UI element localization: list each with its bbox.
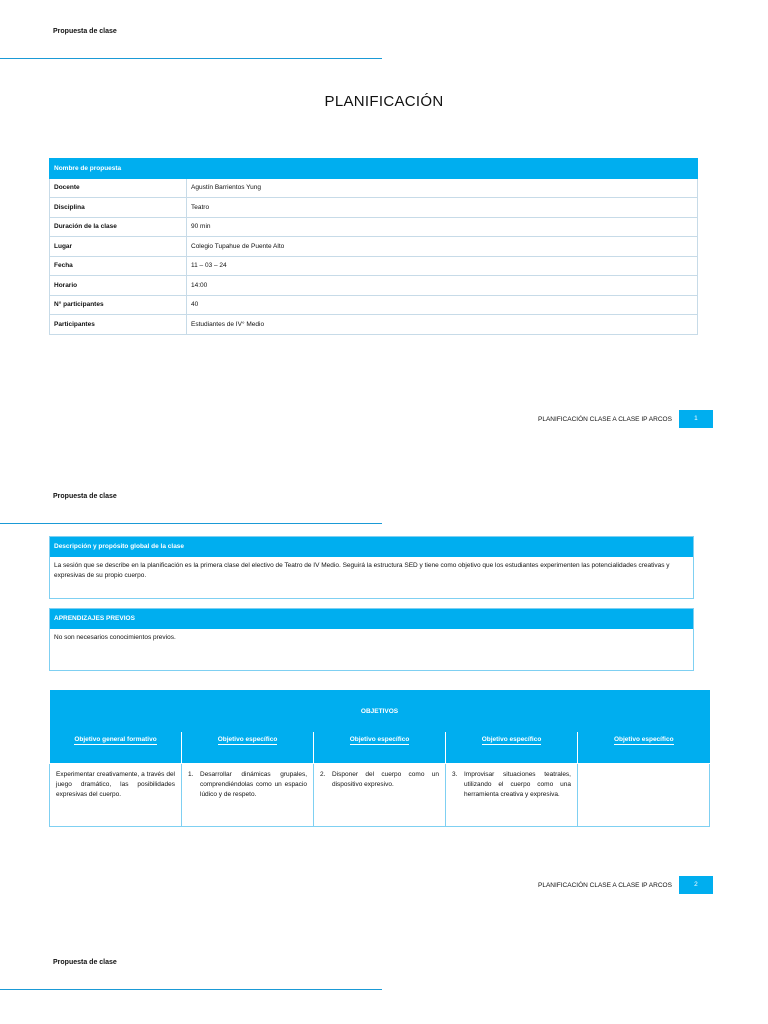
- specific-objective-empty: [578, 764, 710, 827]
- footer-label: PLANIFICACIÓN CLASE A CLASE IP ARCOS: [538, 415, 672, 423]
- column-label: Objetivo específico: [613, 736, 674, 743]
- objectives-columns-row: [50, 732, 710, 764]
- prior-learning-heading: APRENDIZAJES PREVIOS: [50, 609, 693, 629]
- column-header: [446, 732, 578, 764]
- table-row: [50, 217, 698, 237]
- list-number: 3.: [452, 771, 458, 778]
- objectives-body-row: [50, 764, 710, 827]
- column-header: [182, 732, 314, 764]
- info-value: Agustín Barrientos Yung: [187, 178, 698, 198]
- page-number: 1: [679, 410, 713, 428]
- table-row: [50, 295, 698, 315]
- column-header: [314, 732, 446, 764]
- page-footer: [538, 410, 713, 428]
- page-footer: [538, 876, 713, 894]
- info-value: Estudiantes de IV° Medio: [187, 315, 698, 335]
- column-label: Objetivo general formativo: [74, 736, 157, 743]
- header-rule: [0, 989, 382, 990]
- list-text: Improvisar situaciones teatrales, utilizando el cuerpo como una herramienta creativa y expresiva.: [464, 771, 571, 798]
- list-number: 2.: [320, 771, 326, 778]
- column-label: Objetivo específico: [217, 736, 278, 743]
- table-row: [50, 315, 698, 335]
- specific-objective: [446, 764, 578, 827]
- info-key: Participantes: [50, 315, 187, 335]
- info-table-header-row: [50, 159, 698, 179]
- page-header: Propuesta de clase: [53, 28, 117, 35]
- info-key: Fecha: [50, 256, 187, 276]
- header-rule: [0, 523, 382, 524]
- info-value: 11 – 03 – 24: [187, 256, 698, 276]
- page-header: Propuesta de clase: [53, 959, 117, 966]
- list-number: 1.: [188, 771, 194, 778]
- info-value: Colegio Tupahue de Puente Alto: [187, 237, 698, 257]
- table-row: [50, 198, 698, 218]
- table-row: [50, 178, 698, 198]
- info-key: Horario: [50, 276, 187, 296]
- page-title: PLANIFICACIÓN: [324, 93, 444, 110]
- description-box: [49, 536, 694, 599]
- table-row: [50, 276, 698, 296]
- header-rule: [0, 58, 382, 59]
- info-table: [49, 158, 698, 335]
- specific-objective: [182, 764, 314, 827]
- specific-objective: [314, 764, 446, 827]
- info-key: Lugar: [50, 237, 187, 257]
- page-number: 2: [679, 876, 713, 894]
- info-key: Disciplina: [50, 198, 187, 218]
- column-label: Objetivo específico: [481, 736, 542, 743]
- info-header-key: Nombre de propuesta: [50, 159, 187, 179]
- info-key: Docente: [50, 178, 187, 198]
- objectives-table: [49, 690, 710, 827]
- info-value: Teatro: [187, 198, 698, 218]
- info-header-value: [187, 159, 698, 179]
- info-key: N° participantes: [50, 295, 187, 315]
- table-row: [50, 256, 698, 276]
- description-text: La sesión que se describe en la planificación es la primera clase del electivo de Teatro de IV Medio. Seguirá la estructura SED y tiene como objetivo que los estudiantes experimenten las potencialidades creativas y expresivas de su propio cuerpo.: [54, 562, 670, 579]
- list-text: Desarrollar dinámicas grupales, comprendiéndolas como un espacio lúdico y de respeto.: [200, 771, 307, 798]
- column-header: [50, 732, 182, 764]
- info-key: Duración de la clase: [50, 217, 187, 237]
- objectives-heading: OBJETIVOS: [50, 690, 710, 732]
- table-row: [50, 237, 698, 257]
- info-value: 90 min: [187, 217, 698, 237]
- page-header: Propuesta de clase: [53, 493, 117, 500]
- info-value: 40: [187, 295, 698, 315]
- list-text: Disponer del cuerpo como un dispositivo expresivo.: [332, 771, 439, 788]
- prior-learning-text: No son necesarios conocimientos previos.: [54, 634, 176, 641]
- description-heading: Descripción y propósito global de la clase: [50, 537, 693, 557]
- column-label: Objetivo específico: [349, 736, 410, 743]
- general-objective: Experimentar creativamente, a través del juego dramático, las posibilidades expresivas del cuerpo.: [50, 764, 182, 827]
- column-header: [578, 732, 710, 764]
- info-value: 14:00: [187, 276, 698, 296]
- objectives-heading-row: [50, 690, 710, 732]
- prior-learning-box: [49, 608, 694, 671]
- footer-label: PLANIFICACIÓN CLASE A CLASE IP ARCOS: [538, 881, 672, 889]
